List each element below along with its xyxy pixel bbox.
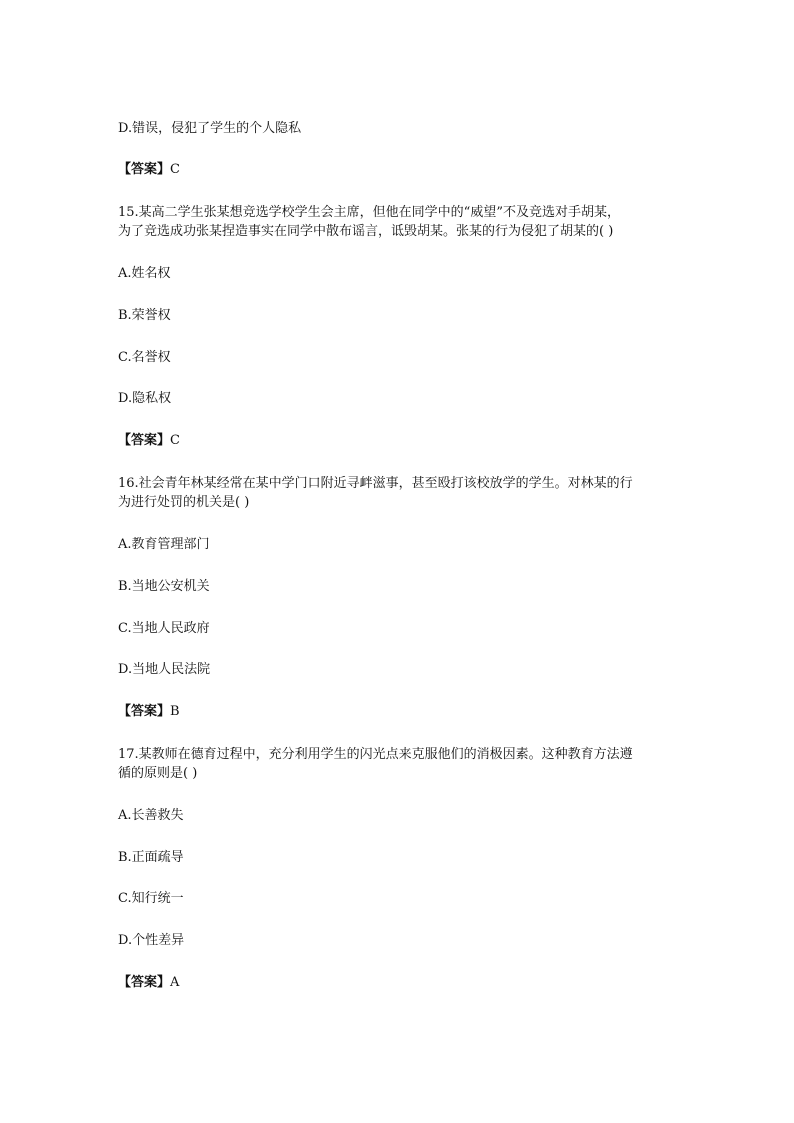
q15-option-d: D.隐私权 — [118, 391, 172, 406]
q17-answer — [118, 974, 179, 992]
answer-value: C — [170, 433, 180, 448]
q15-stem-line2: 为了竞选成功张某捏造事实在同学中散布谣言，诋毁胡某。张某的行为侵犯了胡某的( ) — [118, 224, 614, 239]
answer-label: 【答案】 — [118, 975, 171, 990]
answer-value: A — [170, 975, 180, 990]
answer-value: B — [170, 704, 180, 719]
q17-option-d: D.个性差异 — [118, 933, 185, 948]
q15-answer — [118, 432, 180, 450]
prev-answer — [118, 161, 180, 179]
prev-option-d: D.错误，侵犯了学生的个人隐私 — [118, 121, 302, 136]
q16-stem-line1: 16.社会青年林某经常在某中学门口附近寻衅滋事，甚至殴打该校放学的学生。对林某的行 — [118, 476, 633, 491]
q17-option-b: B.正面疏导 — [118, 850, 184, 865]
answer-label: 【答案】 — [118, 162, 171, 177]
q16-option-a: A.教育管理部门 — [118, 537, 210, 552]
q15-option-b: B.荣誉权 — [118, 308, 171, 323]
q17-option-c: C.知行统一 — [118, 891, 184, 906]
q17-stem-line1: 17.某教师在德育过程中，充分利用学生的闪光点来克服他们的消极因素。这种教育方法遵 — [118, 747, 633, 762]
q17-stem-line2: 循的原则是( ) — [118, 766, 198, 781]
q16-option-b: B.当地公安机关 — [118, 579, 210, 594]
q16-answer — [118, 703, 180, 721]
q15-stem-line1: 15.某高二学生张某想竞选学校学生会主席，但他在同学中的“威望”不及竞选对手胡某， — [118, 205, 620, 220]
q16-option-d: D.当地人民法院 — [118, 662, 211, 677]
q17-option-a: A.长善救失 — [118, 808, 184, 823]
q15-option-a: A.姓名权 — [118, 266, 171, 281]
answer-value: C — [170, 162, 180, 177]
q16-option-c: C.当地人民政府 — [118, 621, 210, 636]
q15-option-c: C.名誉权 — [118, 350, 171, 365]
answer-label: 【答案】 — [118, 433, 171, 448]
q16-stem-line2: 为进行处罚的机关是( ) — [118, 495, 250, 510]
answer-label: 【答案】 — [118, 704, 171, 719]
